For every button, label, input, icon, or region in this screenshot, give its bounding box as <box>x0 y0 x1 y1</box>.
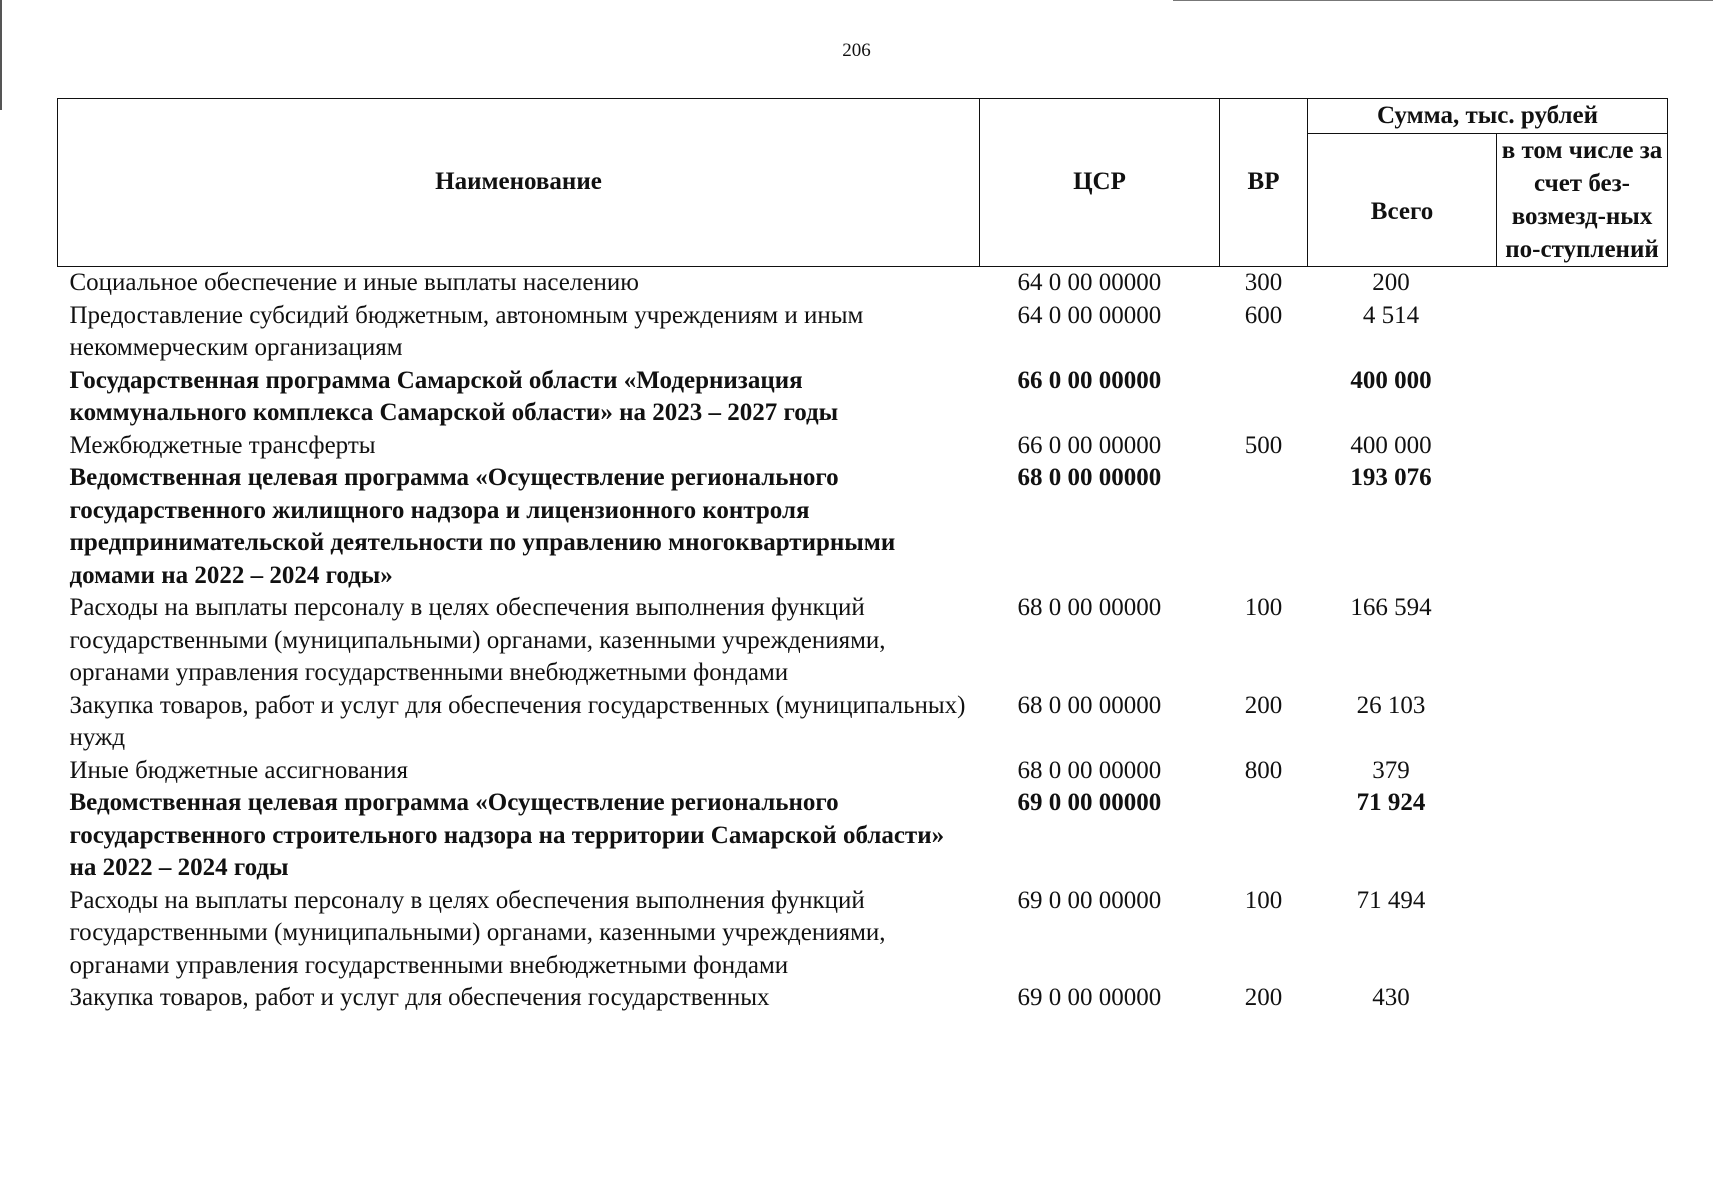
row-total: 379 <box>1372 756 1410 784</box>
table-row <box>58 462 1668 592</box>
row-total: 430 <box>1372 984 1410 1011</box>
row-name: Социальное обеспечение и иные выплаты населению <box>69 269 639 296</box>
table-row <box>58 885 1668 983</box>
row-free <box>1497 690 1668 755</box>
row-vr: 200 <box>1244 691 1283 719</box>
row-vr: 600 <box>1244 301 1283 329</box>
row-vr <box>1220 462 1308 592</box>
scan-edge <box>1173 0 1713 1</box>
header-vr: ВР <box>1220 99 1308 267</box>
row-csr: 69 0 00 00000 <box>1017 886 1162 914</box>
row-csr: 68 0 00 00000 <box>1017 594 1162 621</box>
row-csr: 69 0 00 00000 <box>1017 789 1162 816</box>
row-total: 71 924 <box>1356 789 1426 816</box>
row-total: 400 000 <box>1350 366 1432 394</box>
page-number: 206 <box>842 40 871 61</box>
row-csr: 68 0 00 00000 <box>1017 464 1162 491</box>
table-row <box>58 430 1668 463</box>
row-csr: 66 0 00 00000 <box>1017 431 1162 459</box>
row-total: 200 <box>1372 269 1410 296</box>
row-csr: 68 0 00 00000 <box>1017 756 1162 784</box>
row-total: 400 000 <box>1350 431 1432 459</box>
row-total: 71 494 <box>1356 886 1426 914</box>
row-free <box>1497 982 1668 1015</box>
row-vr: 100 <box>1244 594 1283 621</box>
header-free-receipts: в том числе за счет без-возмезд-ных по-ступлений <box>1497 134 1668 267</box>
row-name: Расходы на выплаты персоналу в целях обеспечения выполнения функций государственными (муниципальными) органами, казенными учреждениями, органами управления государственными внебюджетными фондами <box>69 594 886 686</box>
row-free <box>1497 300 1668 365</box>
row-name: Закупка товаров, работ и услуг для обеспечения государственных <box>69 984 770 1011</box>
row-free <box>1497 267 1668 300</box>
row-name: Государственная программа Самарской области «Модернизация коммунального комплекса Самарской области» на 2023 – 2027 годы <box>69 366 839 426</box>
row-name: Ведомственная целевая программа «Осуществление регионального государственного жилищного надзора и лицензионного контроля предпринимательской деятельности по управлению многоквартирными домами на 2022 – 2024 годы» <box>69 464 896 589</box>
table-row <box>58 982 1668 1015</box>
header-csr: ЦСР <box>980 99 1220 267</box>
row-free <box>1497 592 1668 690</box>
row-name: Межбюджетные трансферты <box>69 431 376 459</box>
row-csr: 64 0 00 00000 <box>1017 301 1162 329</box>
row-csr: 68 0 00 00000 <box>1017 691 1162 719</box>
row-total: 193 076 <box>1350 464 1432 491</box>
table-row <box>58 592 1668 690</box>
row-total: 26 103 <box>1356 691 1426 719</box>
table-row <box>58 755 1668 788</box>
row-vr: 100 <box>1244 886 1283 914</box>
row-csr: 64 0 00 00000 <box>1017 269 1162 296</box>
table-header <box>58 99 1668 267</box>
row-vr: 200 <box>1244 984 1283 1011</box>
row-vr: 300 <box>1244 269 1283 296</box>
row-name: Расходы на выплаты персоналу в целях обеспечения выполнения функций государственными (муниципальными) органами, казенными учреждениями, органами управления государственными внебюджетными фондами <box>69 886 886 979</box>
row-name: Иные бюджетные ассигнования <box>69 756 409 784</box>
row-vr <box>1220 365 1308 430</box>
row-name: Ведомственная целевая программа «Осуществление регионального государственного строительного надзора на территории Самарской области» на 2022 – 2024 годы <box>69 789 945 881</box>
header-sum: Сумма, тыс. рублей <box>1308 99 1668 134</box>
table-row <box>58 690 1668 755</box>
row-vr <box>1220 787 1308 885</box>
header-total: Всего <box>1308 134 1497 267</box>
row-total: 4 514 <box>1362 301 1420 329</box>
row-name: Закупка товаров, работ и услуг для обеспечения государственных (муниципальных) нужд <box>69 691 966 751</box>
table-row <box>58 365 1668 430</box>
table-row <box>58 267 1668 300</box>
row-csr: 66 0 00 00000 <box>1017 366 1162 394</box>
row-csr: 69 0 00 00000 <box>1017 984 1162 1011</box>
header-name: Наименование <box>58 99 980 267</box>
row-vr: 800 <box>1244 756 1283 784</box>
row-total: 166 594 <box>1350 594 1432 621</box>
row-vr: 500 <box>1244 431 1283 459</box>
row-name: Предоставление субсидий бюджетным, автономным учреждениям и иным некоммерческим организациям <box>69 301 864 361</box>
budget-table <box>57 98 1668 1015</box>
row-free <box>1497 430 1668 463</box>
row-free <box>1497 885 1668 983</box>
table-row <box>58 787 1668 885</box>
table-row <box>58 300 1668 365</box>
row-free <box>1497 787 1668 885</box>
row-free <box>1497 462 1668 592</box>
row-free <box>1497 365 1668 430</box>
row-free <box>1497 755 1668 788</box>
